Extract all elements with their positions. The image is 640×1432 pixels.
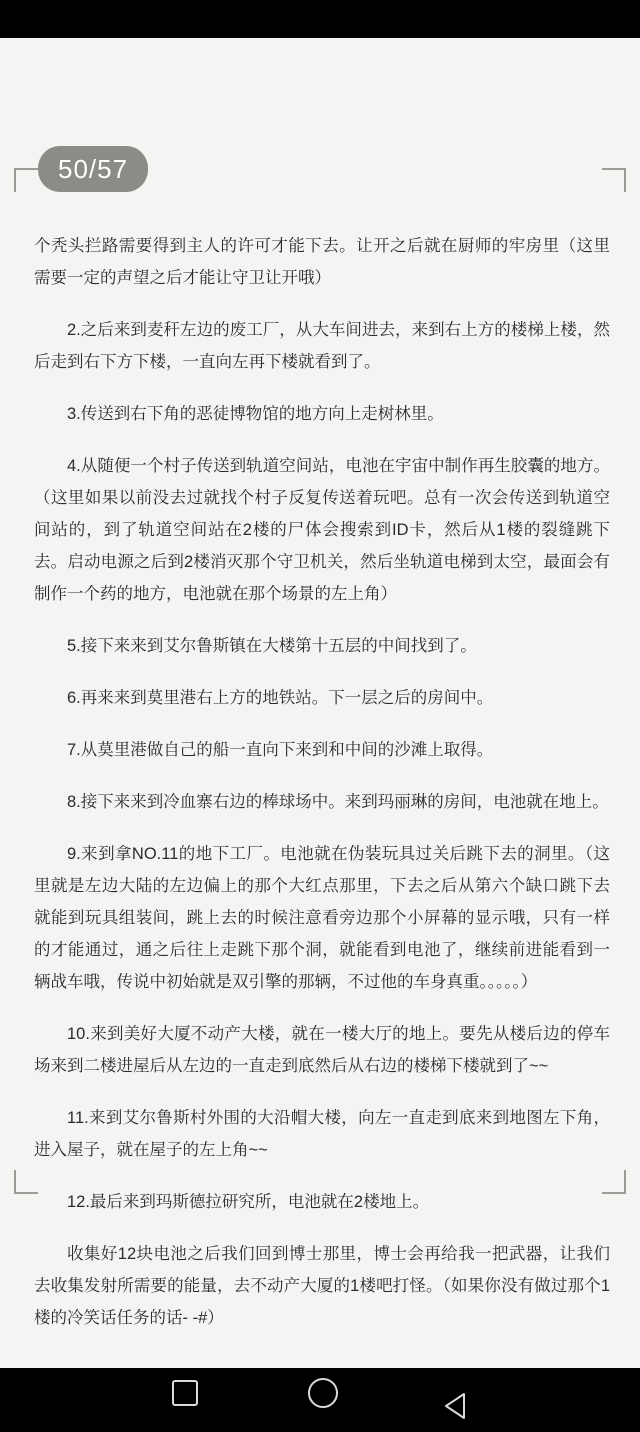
back-triangle-icon[interactable]	[444, 1379, 466, 1405]
paragraph: 7.从莫里港做自己的船一直向下来到和中间的沙滩上取得。	[67, 741, 494, 759]
paragraph: 2.之后来到麦秆左边的废工厂，从大车间进去，来到右上方的楼梯上楼，然后走到右下方下楼，一直向左再下楼就看到了。	[34, 321, 610, 371]
crop-mark-top-right	[602, 168, 626, 192]
paragraph: 4.从随便一个村子传送到轨道空间站，电池在宇宙中制作再生胶囊的地方。（这里如果以前没去过就找个村子反复传送着玩吧。总有一次会传送到轨道空间站的，到了轨道空间站在2楼的尸体会搜索到ID卡，然后从1楼的裂缝跳下去。启动电源之后到2楼消灭那个守卫机关，然后坐轨道电梯到太空，最面会有制作一个药的地方，电池就在那个场景的左上角）	[34, 457, 610, 603]
recent-apps-icon[interactable]	[172, 1380, 198, 1406]
crop-mark-top-left	[14, 168, 38, 192]
paragraph: 11.来到艾尔鲁斯村外围的大沿帽大楼，向左一直走到底来到地图左下角，进入屋子，就在屋子的左上角~~	[34, 1109, 610, 1159]
navigation-bar	[0, 1368, 640, 1422]
paragraph: 8.接下来来到冷血寨右边的棒球场中。来到玛丽琳的房间，电池就在地上。	[67, 793, 609, 811]
page-indicator-badge: 50/57	[38, 146, 148, 192]
status-bar	[0, 0, 640, 38]
paragraph: 3.传送到右下角的恶徒博物馆的地方向上走树林里。	[67, 405, 444, 423]
paragraph: 9.来到拿NO.11的地下工厂。电池就在伪装玩具过关后跳下去的洞里。（这里就是左边大陆的左边偏上的那个大红点那里，下去之后从第六个缺口跳下去就能到玩具组装间，跳上去的时候注意看旁边那个小屏幕的显示哦，只有一样的才能通过，通之后往上走跳下那个洞，就能看到电池了，继续前进能看到一辆战车哦，传说中初始就是双引擎的那辆，不过他的车身真重。。。。。）	[34, 845, 610, 991]
paragraph: 12.最后来到玛斯德拉研究所，电池就在2楼地上。	[67, 1193, 430, 1211]
paragraph: 个秃头拦路需要得到主人的许可才能下去。让开之后就在厨师的牢房里（这里需要一定的声望之后才能让守卫让开哦）	[34, 237, 610, 287]
paragraph: 5.接下来来到艾尔鲁斯镇在大楼第十五层的中间找到了。	[67, 637, 477, 655]
paragraph: 6.再来来到莫里港右上方的地铁站。下一层之后的房间中。	[67, 689, 494, 707]
paragraph: 10.来到美好大厦不动产大楼，就在一楼大厅的地上。要先从楼后边的停车场来到二楼进屋后从左边的一直走到底然后从右边的楼梯下楼就到了~~	[34, 1025, 610, 1075]
home-icon[interactable]	[308, 1378, 338, 1408]
paragraph: 收集好12块电池之后我们回到博士那里，博士会再给我一把武器，让我们去收集发射所需要的能量，去不动产大厦的1楼吧打怪。（如果你没有做过那个1楼的冷笑话任务的话- -#）	[34, 1245, 610, 1327]
document-page	[0, 38, 640, 1368]
article-body	[34, 230, 610, 1354]
